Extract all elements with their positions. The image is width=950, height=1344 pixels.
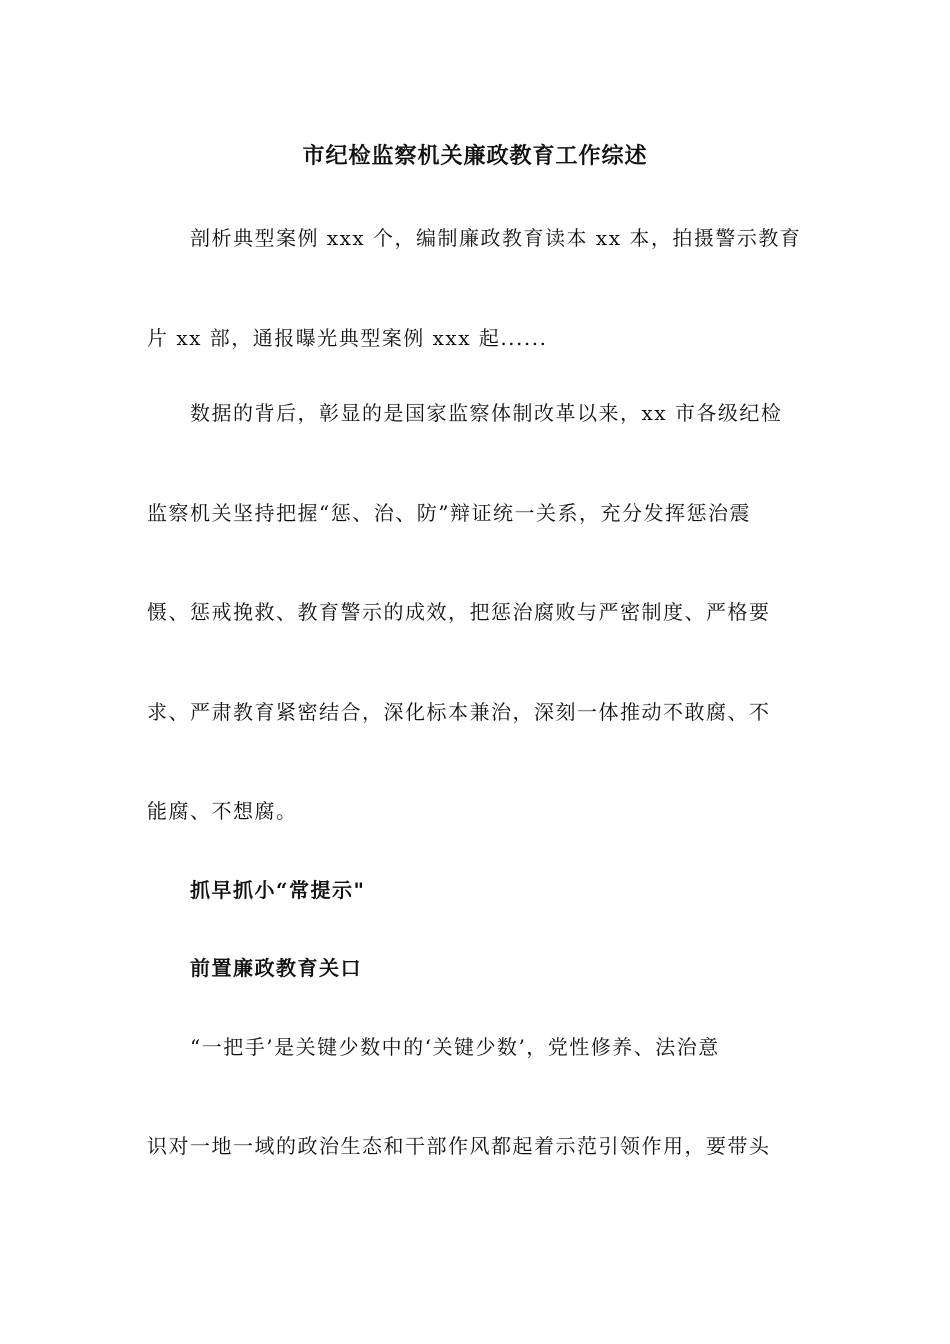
section-heading: 抓早抓小“常提示" xyxy=(190,878,366,902)
document-title: 市纪检监察机关廉政教育工作综述 xyxy=(302,143,648,169)
paragraph-line: 片 xx 部，通报曝光典型案例 xxx 起...... xyxy=(147,326,548,350)
section-subheading: 前置廉政教育关口 xyxy=(190,956,362,980)
paragraph-line: 监察机关坚持把握“惩、治、防”辩证统一关系，充分发挥惩治震 xyxy=(147,501,751,525)
paragraph-line: 剖析典型案例 xxx 个，编制廉政教育读本 xx 本，拍摄警示教育 xyxy=(190,226,802,250)
paragraph-line: “一把手’是关键少数中的‘关键少数’，党性修养、法治意 xyxy=(190,1035,720,1059)
paragraph-line: 慑、惩戒挽救、教育警示的成效，把惩治腐败与严密制度、严格要 xyxy=(147,600,771,624)
paragraph-line: 数据的背后，彰显的是国家监察体制改革以来，xx 市各级纪检 xyxy=(190,401,783,425)
paragraph-line: 识对一地一域的政治生态和干部作风都起着示范引领作用，要带头 xyxy=(147,1134,771,1158)
paragraph-line: 能腐、不想腐。 xyxy=(147,799,298,823)
paragraph-line: 求、严肃教育紧密结合，深化标本兼治，深刻一体推动不敢腐、不 xyxy=(147,700,771,724)
